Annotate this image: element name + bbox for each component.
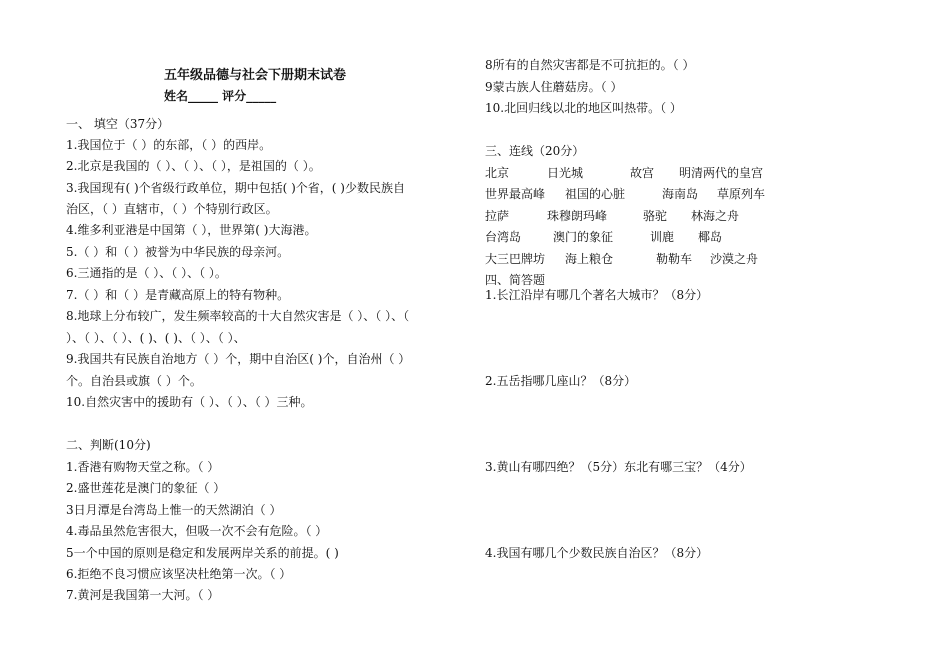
match-row	[485, 165, 785, 181]
section2-heading: 二、判断(10分)	[66, 438, 151, 452]
fill-question: 5.（ ）和（ ）被誉为中华民族的母亲河。	[66, 245, 290, 259]
section4-heading: 四、简答题	[485, 273, 546, 287]
match-item: 故宫	[630, 166, 655, 180]
fill-question: 10.自然灾害中的援助有（ ）、（ ）、（ ）三种。	[66, 395, 313, 409]
judge-question: 7.黄河是我国第一大河。（ ）	[66, 588, 220, 602]
match-item: 勒勒车	[656, 252, 693, 266]
judge-question: 1.香港有购物天堂之称。（ ）	[66, 460, 220, 474]
judge-question: 6.拒绝不良习惯应该坚决杜绝第一次。（ ）	[66, 567, 292, 581]
match-item: 林海之舟	[691, 209, 740, 223]
short-answer-question: 3.黄山有哪四绝？（5分）东北有哪三宝？（4分）	[485, 460, 752, 474]
match-item: 北京	[485, 166, 510, 180]
match-item: 日光城	[547, 166, 584, 180]
section3-heading: 三、连线（20分）	[485, 144, 585, 158]
fill-question-cont: 个。自治县或旗（ ）个。	[66, 374, 202, 388]
judge-question: 4.毒品虽然危害很大，但吸一次不会有危险。（ ）	[66, 524, 328, 538]
short-answer-question: 4.我国有哪几个少数民族自治区？（8分）	[485, 546, 709, 560]
match-item: 拉萨	[485, 209, 510, 223]
match-item: 骆驼	[643, 209, 668, 223]
match-item: 草原列车	[717, 187, 766, 201]
judge-question: 8所有的自然灾害都是不可抗拒的。（ ）	[485, 58, 695, 72]
short-answer-question: 1.长江沿岸有哪几个著名大城市？（8分）	[485, 288, 709, 302]
match-item: 大三巴牌坊	[485, 252, 546, 266]
judge-question: 3日月潭是台湾岛上惟一的天然湖泊（ ）	[66, 503, 282, 517]
match-item: 海南岛	[662, 187, 699, 201]
match-row	[485, 229, 785, 245]
match-row	[485, 208, 785, 224]
match-item: 训鹿	[650, 230, 675, 244]
match-row	[485, 251, 785, 267]
fill-question: 8.地球上分布较广，发生频率较高的十大自然灾害是（ ）、（ ）、（	[66, 309, 410, 323]
match-row	[485, 186, 785, 202]
section1-heading: 一、 填空（37分）	[66, 117, 170, 131]
fill-question: 4.维多利亚港是中国第（ ），世界第( )大海港。	[66, 223, 317, 237]
match-item: 椰岛	[698, 230, 723, 244]
match-item: 沙漠之舟	[710, 252, 759, 266]
short-answer-question: 2.五岳指哪几座山？（8分）	[485, 374, 637, 388]
page-title: 五年级品德与社会下册期末试卷	[164, 68, 347, 83]
fill-question: 6.三通指的是（ ）、（ ）、（ ）。	[66, 266, 227, 280]
fill-question: 7.（ ）和（ ）是青藏高原上的特有物种。	[66, 288, 290, 302]
name-score-line: 姓名_____ 评分_____	[164, 89, 277, 103]
fill-question-cont: ）、（ ）、（ ）、( )、( )、（ ）、（ ）、	[66, 331, 246, 345]
judge-question: 9蒙古族人住蘑菇房。（ ）	[485, 80, 623, 94]
fill-question: 2.北京是我国的（ ）、（ ）、（ ），是祖国的（ ）。	[66, 159, 321, 173]
match-item: 海上粮仓	[565, 252, 614, 266]
fill-question-cont: 治区，（ ）直辖市，（ ）个特别行政区。	[66, 202, 278, 216]
judge-question: 10.北回归线以北的地区叫热带。（ ）	[485, 101, 682, 115]
match-item: 澳门的象征	[553, 230, 614, 244]
fill-question: 1.我国位于（ ）的东部，（ ）的西岸。	[66, 138, 272, 152]
match-item: 世界最高峰	[485, 187, 546, 201]
judge-question: 5一个中国的原则是稳定和发展两岸关系的前提。( )	[66, 546, 339, 560]
match-item: 台湾岛	[485, 230, 522, 244]
fill-question: 3.我国现有( )个省级行政单位，期中包括( )个省，( )少数民族自	[66, 181, 405, 195]
match-item: 珠穆朗玛峰	[547, 209, 608, 223]
judge-question: 2.盛世莲花是澳门的象征（ ）	[66, 481, 226, 495]
fill-question: 9.我国共有民族自治地方（ ）个，期中自治区( )个，自治州（ ）	[66, 352, 411, 366]
match-item: 祖国的心脏	[565, 187, 626, 201]
match-item: 明清两代的皇宫	[679, 166, 764, 180]
